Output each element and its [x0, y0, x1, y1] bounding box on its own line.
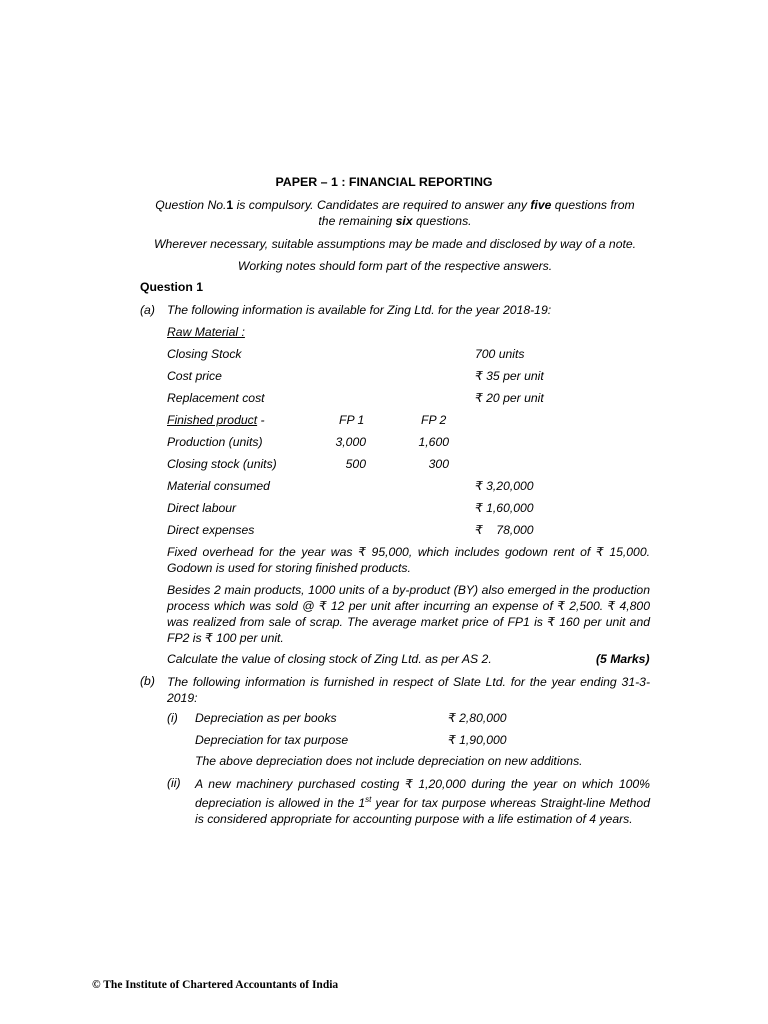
depreciation-note: The above depreciation does not include depreciation on new additions.: [195, 754, 583, 768]
fp1-header: FP 1: [339, 413, 365, 427]
instruction-compulsory: Question No.1 is compulsory. Candidates are required to answer any five questions from the remaining six questions.: [155, 198, 635, 228]
depreciation-tax-label: Depreciation for tax purpose: [195, 733, 349, 747]
depreciation-books-value: ₹ 2,80,000: [448, 711, 507, 725]
row-direct-expenses-value: ₹ 78,000: [475, 523, 534, 537]
row-production-fp2: 1,600: [418, 435, 449, 449]
instruction-assumptions: Wherever necessary, suitable assumptions may be made and disclosed by way of a note.: [153, 237, 637, 251]
row-closing-units-fp1: 500: [345, 457, 366, 471]
row-direct-labour-label: Direct labour: [167, 501, 237, 515]
row-cost-price-label: Cost price: [167, 369, 222, 383]
depreciation-books-label: Depreciation as per books: [195, 711, 337, 725]
byproduct-paragraph: Besides 2 main products, 1000 units of a by-product (BY) also emerged in the production process which was sold @ ₹ 12 per unit after incurring an expense of ₹ 2,500. ₹ 4,800 was realized from sale of scrap. The average market price of FP1 is ₹ 160 per unit and FP2 is ₹ 100 per unit.: [167, 583, 650, 645]
row-closing-units-fp2: 300: [428, 457, 449, 471]
row-replacement-cost-label: Replacement cost: [167, 391, 265, 405]
raw-material-heading: Raw Material :: [167, 325, 245, 339]
row-production-label: Production (units): [167, 435, 263, 449]
footer-copyright: © The Institute of Chartered Accountants of India: [92, 979, 339, 991]
overhead-paragraph: Fixed overhead for the year was ₹ 95,000, which includes godown rent of ₹ 15,000. Godown is used for storing finished products.: [167, 545, 650, 575]
part-b-marker: (b): [140, 674, 155, 688]
row-material-consumed-value: ₹ 3,20,000: [475, 479, 534, 493]
part-a-question: Calculate the value of closing stock of Zing Ltd. as per AS 2.: [167, 652, 492, 666]
part-a-intro: The following information is available for Zing Ltd. for the year 2018-19:: [167, 303, 552, 317]
row-production-fp1: 3,000: [335, 435, 366, 449]
row-closing-stock-value: 700 units: [475, 347, 525, 361]
item-i-marker: (i): [167, 711, 178, 725]
row-direct-expenses-label: Direct expenses: [167, 523, 255, 537]
part-a-marker: (a): [140, 303, 155, 317]
part-b-intro: The following information is furnished in respect of Slate Ltd. for the year ending 31-3-2019:: [167, 675, 650, 705]
depreciation-tax-value: ₹ 1,90,000: [448, 733, 507, 747]
row-material-consumed-label: Material consumed: [167, 479, 270, 493]
question-heading: Question 1: [140, 280, 203, 294]
fp2-header: FP 2: [421, 413, 447, 427]
part-a-marks: (5 Marks): [596, 652, 650, 666]
row-direct-labour-value: ₹ 1,60,000: [475, 501, 534, 515]
finished-product-heading: Finished product -: [167, 413, 265, 427]
instruction-working-notes: Working notes should form part of the respective answers.: [237, 259, 553, 273]
row-closing-units-label: Closing stock (units): [167, 457, 277, 471]
row-replacement-cost-value: ₹ 20 per unit: [475, 391, 544, 405]
row-closing-stock-label: Closing Stock: [167, 347, 242, 361]
item-ii-marker: (ii): [167, 776, 181, 790]
row-cost-price-value: ₹ 35 per unit: [475, 369, 544, 383]
item-ii-paragraph: A new machinery purchased costing ₹ 1,20,000 during the year on which 100% depreciation is allowed in the 1st year for tax purpose whereas Straight-line Method is considered appropriate for accounting purpose with a life estimation of 4 years.: [195, 777, 650, 827]
page-title: PAPER – 1 : FINANCIAL REPORTING: [275, 175, 493, 189]
